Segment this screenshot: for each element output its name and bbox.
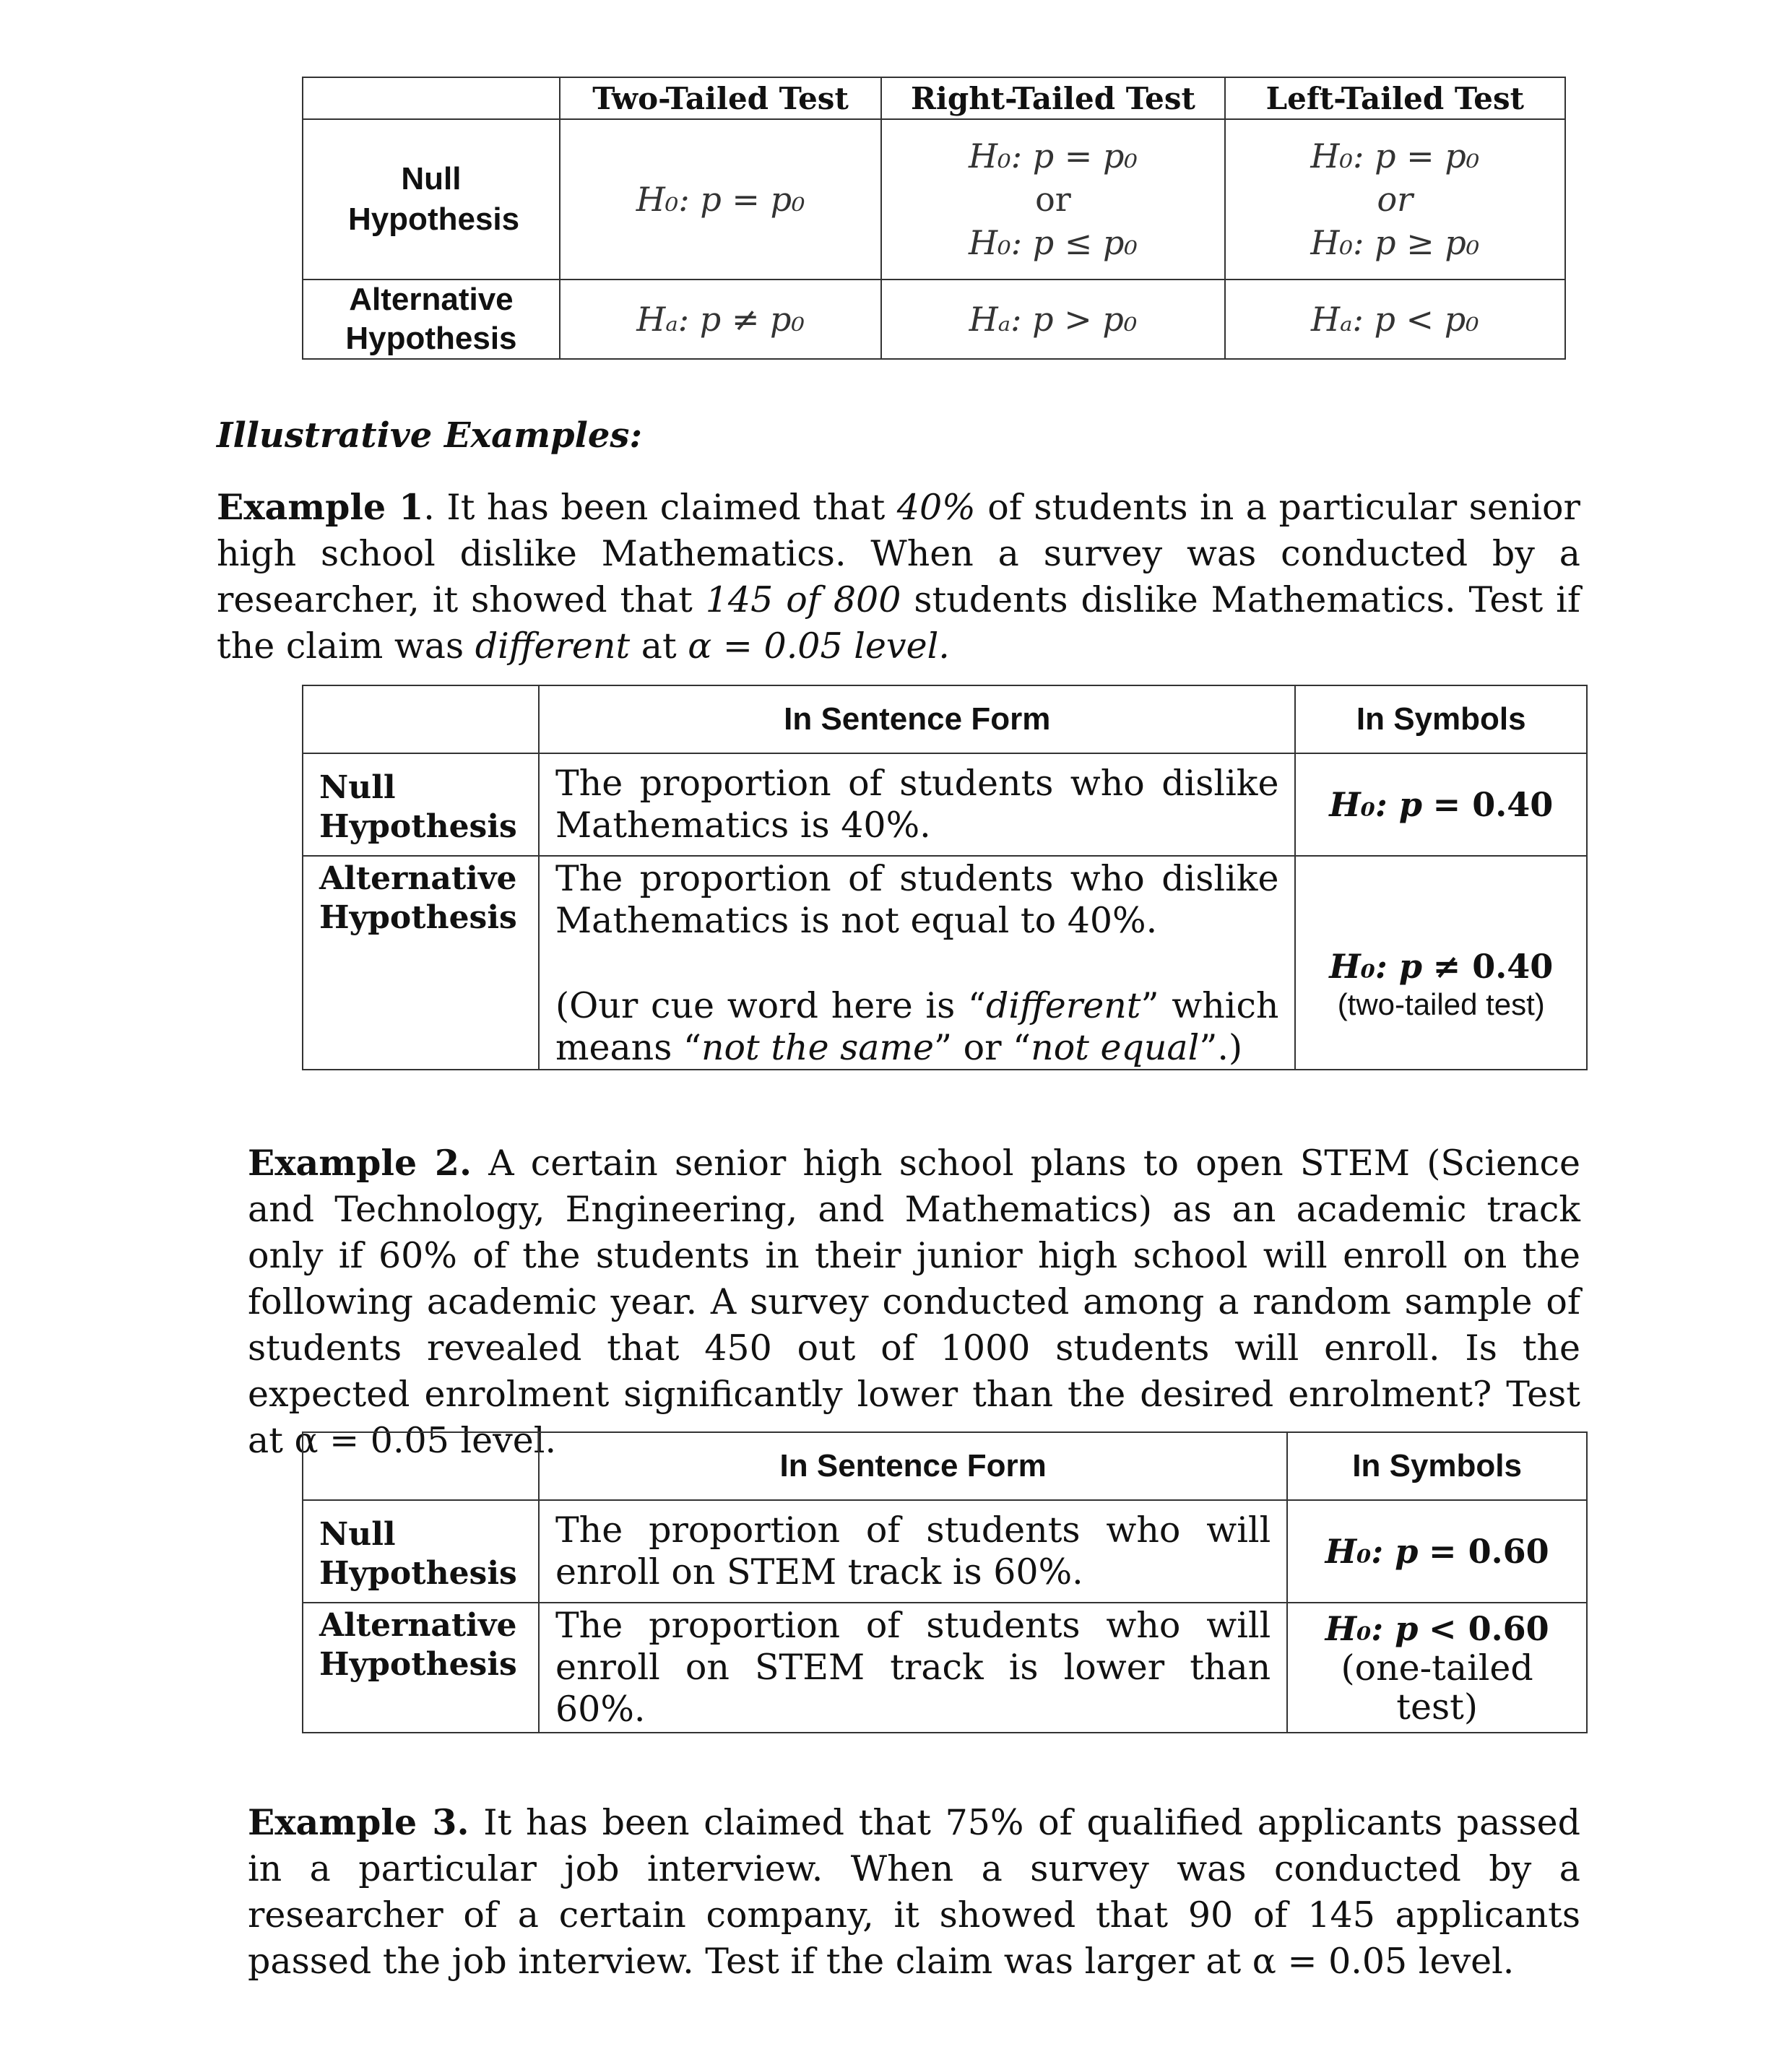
example1-label: Example 1 bbox=[217, 486, 424, 528]
ex1-alt-label-text: Alternative Hypothesis bbox=[319, 860, 517, 936]
header-row bbox=[303, 77, 1565, 119]
null-left-1: H₀: p = p₀ bbox=[1310, 137, 1480, 176]
ex1-cue-f: not equal bbox=[1031, 1027, 1200, 1068]
null-two: H₀: p = p₀ bbox=[560, 119, 881, 280]
ex1-col-symbols: In Symbols bbox=[1295, 685, 1587, 753]
example1-paragraph bbox=[217, 484, 1580, 670]
ex1-alt-note: (two-tailed test) bbox=[1337, 987, 1545, 1021]
example1-table bbox=[302, 685, 1588, 1070]
hypothesis-types-table bbox=[302, 77, 1566, 360]
col-left-tailed: Left-Tailed Test bbox=[1225, 77, 1565, 119]
null-label-text: Null Hypothesis bbox=[347, 161, 520, 237]
example2-paragraph bbox=[248, 1140, 1580, 1464]
example2-text: A certain senior high school plans to open STEM (Science and Technology, Engineering, and Mathematics) as an academic track only if 60% of the students in their junior high school will enroll on the following academic year. A survey conducted among a random sample of students revealed that 450 out of 1000 students will enroll. Is the expected enrolment significantly lower than the desired enrolment? Test at α = 0.05 level. bbox=[248, 1143, 1580, 1461]
corner-cell bbox=[303, 77, 560, 119]
ex1-null-sentence: The proportion of students who dislike Mathematics is 40%. bbox=[539, 753, 1295, 856]
ex2-alt-lhs: H₀: p bbox=[1325, 1609, 1419, 1648]
ex2-null-symbol bbox=[1287, 1500, 1587, 1603]
ex1-alt-symbol bbox=[1295, 856, 1587, 1070]
ex1-text-a: . It has been claimed that bbox=[423, 487, 897, 528]
col-right-tailed: Right-Tailed Test bbox=[881, 77, 1224, 119]
ex2-col-symbols: In Symbols bbox=[1287, 1432, 1587, 1500]
ex1-cue-g: ”.) bbox=[1199, 1027, 1243, 1068]
null-right-2: or bbox=[1035, 180, 1071, 219]
ex2-alt-note: (one-tailed test) bbox=[1341, 1647, 1533, 1728]
null-right bbox=[881, 119, 1224, 280]
alt-row bbox=[303, 280, 1565, 359]
ex1-text-d: at bbox=[630, 625, 688, 667]
ex1-header-row bbox=[303, 685, 1587, 753]
ex1-cue-a: (Our cue word here is “ bbox=[555, 985, 987, 1026]
alt-left: Hₐ: p < p₀ bbox=[1225, 280, 1565, 359]
ex1-cue-note bbox=[555, 985, 1278, 1069]
null-left-3: H₀: p ≥ p₀ bbox=[1310, 223, 1480, 262]
example3-text: It has been claimed that 75% of qualified applicants passed in a particular job interview. When a survey was conducted by a researcher of a certain company, it showed that 90 of 145 applicants passed the job interview. Test if the claim was larger at α = 0.05 level. bbox=[248, 1802, 1581, 1982]
alt-label-text: Alternative Hypothesis bbox=[345, 282, 517, 356]
example2-label: Example 2. bbox=[248, 1142, 472, 1184]
ex1-em-a: 40% bbox=[896, 487, 976, 528]
null-row bbox=[303, 119, 1565, 280]
ex1-cue-d: not the same bbox=[701, 1027, 934, 1068]
ex2-null-row bbox=[303, 1500, 1587, 1603]
section-heading: Illustrative Examples: bbox=[217, 415, 643, 456]
ex2-null-label-text: Null Hypothesis bbox=[319, 1516, 517, 1592]
ex1-col-sentence: In Sentence Form bbox=[539, 685, 1295, 753]
ex1-corner bbox=[303, 685, 539, 753]
ex1-null-row bbox=[303, 753, 1587, 856]
ex1-alt-label bbox=[303, 856, 539, 1070]
ex1-null-label bbox=[303, 753, 539, 856]
ex1-em-d: α = 0.05 level. bbox=[688, 625, 950, 667]
ex2-col-sentence: In Sentence Form bbox=[539, 1432, 1287, 1500]
ex1-null-rhs: = 0.40 bbox=[1432, 785, 1554, 824]
ex1-alt-row bbox=[303, 856, 1587, 1070]
ex1-null-symbol bbox=[1295, 753, 1587, 856]
ex1-em-b: 145 of 800 bbox=[705, 579, 901, 620]
alt-label bbox=[303, 280, 560, 359]
ex1-alt-sentence: The proportion of students who dislike Mathematics is not equal to 40%. bbox=[555, 858, 1279, 941]
ex1-text-c: students dislike Mathematics. Test if the claim was bbox=[217, 579, 1580, 667]
ex2-alt-sentence: The proportion of students who will enroll on STEM track is lower than 60%. bbox=[539, 1603, 1287, 1733]
ex2-null-rhs: = 0.60 bbox=[1429, 1532, 1549, 1571]
ex2-alt-label-text: Alternative Hypothesis bbox=[319, 1607, 517, 1683]
ex1-null-label-text: Null Hypothesis bbox=[319, 769, 517, 845]
ex2-null-sentence: The proportion of students who will enroll on STEM track is 60%. bbox=[539, 1500, 1287, 1603]
ex2-header-row bbox=[303, 1432, 1587, 1500]
ex1-cue-b: different bbox=[986, 985, 1141, 1026]
ex2-alt-symbol bbox=[1287, 1603, 1587, 1733]
ex1-text-b: of students in a particular senior high school dislike Mathematics. When a survey was conducted by a researcher, it showed that bbox=[217, 487, 1580, 620]
ex2-null-label bbox=[303, 1500, 539, 1603]
ex1-alt-rhs: ≠ 0.40 bbox=[1432, 947, 1554, 986]
example3-label: Example 3. bbox=[248, 1801, 469, 1843]
ex2-alt-row bbox=[303, 1603, 1587, 1733]
ex1-em-c: different bbox=[475, 625, 631, 667]
ex1-null-lhs: H₀: p bbox=[1329, 785, 1423, 824]
null-right-3: H₀: p ≤ p₀ bbox=[969, 223, 1138, 262]
col-two-tailed: Two-Tailed Test bbox=[560, 77, 881, 119]
ex2-corner bbox=[303, 1432, 539, 1500]
null-right-1: H₀: p = p₀ bbox=[969, 137, 1138, 176]
ex2-null-lhs: H₀: p bbox=[1325, 1532, 1419, 1571]
example2-table bbox=[302, 1431, 1588, 1733]
ex1-cue-c: ” which means “ bbox=[555, 985, 1279, 1068]
example3-paragraph bbox=[248, 1799, 1580, 1985]
alt-two: Hₐ: p ≠ p₀ bbox=[560, 280, 881, 359]
ex1-alt-sentence-cell bbox=[539, 856, 1295, 1070]
null-left bbox=[1225, 119, 1565, 280]
ex1-cue-e: ” or “ bbox=[933, 1027, 1031, 1068]
null-left-2: or bbox=[1377, 180, 1414, 219]
alt-right: Hₐ: p > p₀ bbox=[881, 280, 1224, 359]
ex2-alt-label bbox=[303, 1603, 539, 1733]
null-label bbox=[303, 119, 560, 280]
ex2-alt-rhs: < 0.60 bbox=[1429, 1609, 1549, 1648]
ex1-alt-lhs: H₀: p bbox=[1329, 947, 1423, 986]
